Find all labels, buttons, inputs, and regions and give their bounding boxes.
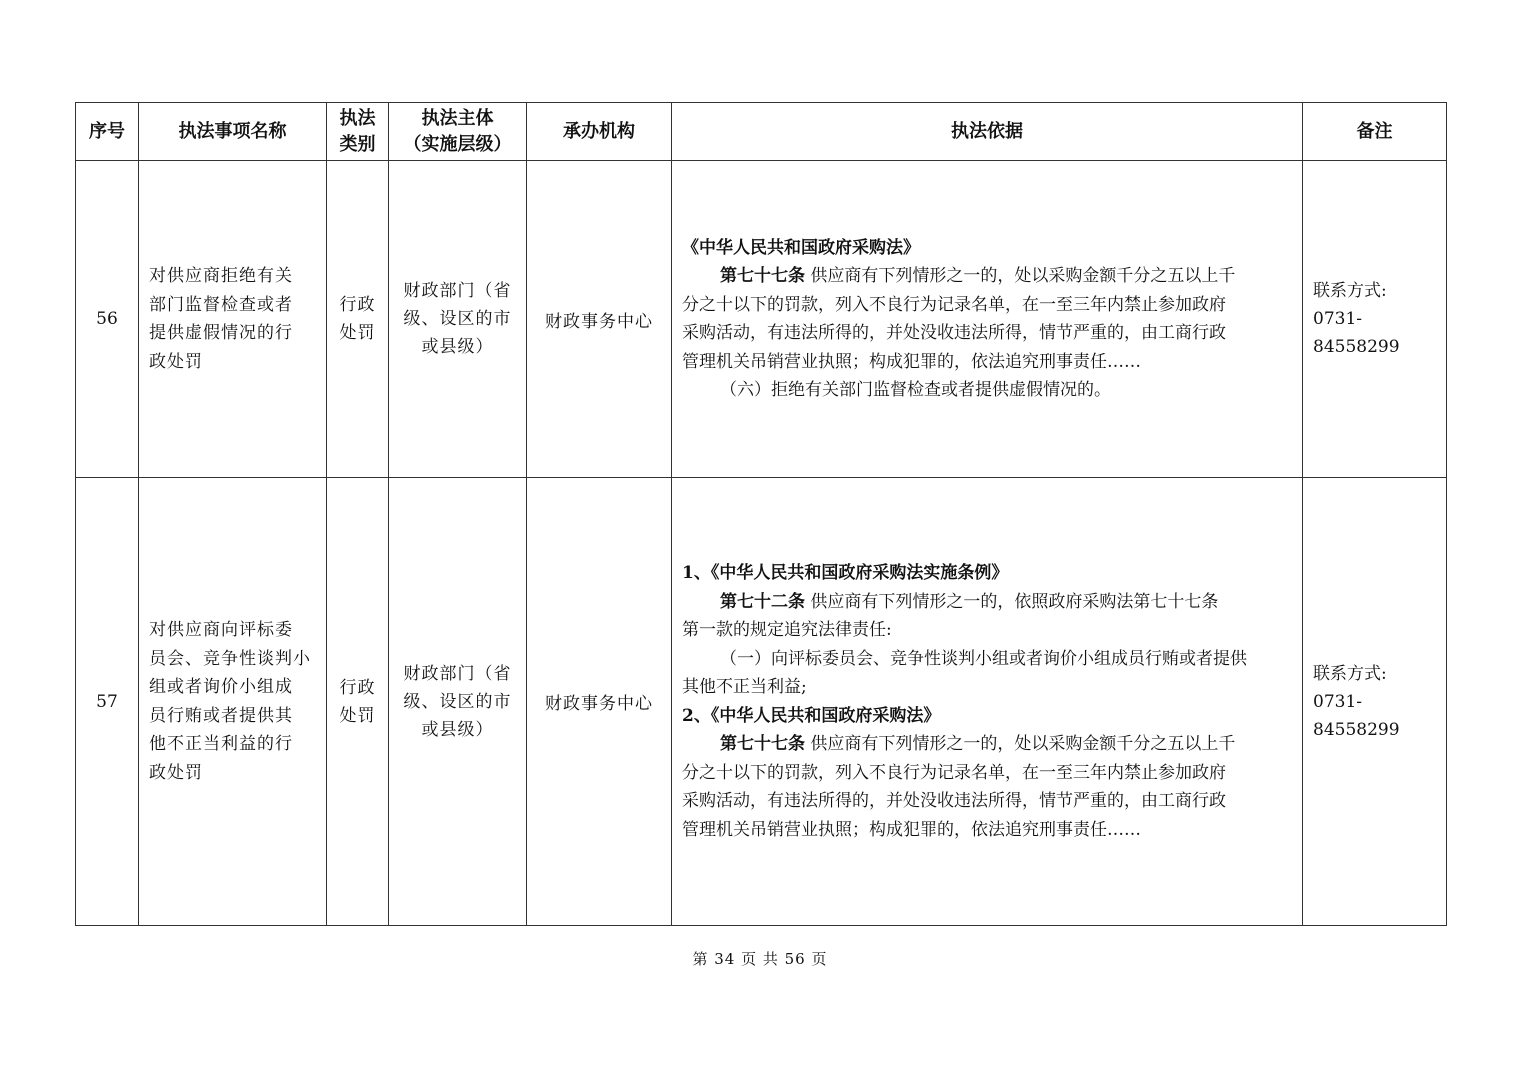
legal-basis: 1、《中华人民共和国政府采购法实施条例》 第七十二条 供应商有下列情形之一的，依照政府采购法第七十七条 第一款的规定追究法律责任: （一）向评标委员会、竞争性谈判小组或者询价小组成员行贿或者提供 其他不正当利益; 2、《中华人民共和国政府采购法》 第七十七条 供应商有下列情形之一的，处以采购金额千分之五以上千 分之十以下的罚款，列入不良行为记录名单，在一至三年内禁止参加政府 采购活动，有违法所得的，并处没收违法所得，情节严重的，由工商行政 管理机关吊销营业执照；构成犯罪的，依法追究刑事责任…… [672,478,1303,926]
note: 联系方式: 0731-84558299 [1303,161,1447,478]
header-subject: 执法主体 （实施层级） [389,103,527,161]
header-org: 承办机构 [527,103,672,161]
header-basis: 执法依据 [672,103,1303,161]
header-category: 执法 类别 [327,103,389,161]
header-note: 备注 [1303,103,1447,161]
note: 联系方式: 0731-84558299 [1303,478,1447,926]
enforcement-subject: 财政部门（省 级、设区的市 或县级） [389,478,527,926]
item-name: 对供应商拒绝有关 部门监督检查或者 提供虚假情况的行 政处罚 [139,161,327,478]
enforcement-subject: 财政部门（省 级、设区的市 或县级） [389,161,527,478]
table-row [76,161,1447,478]
handling-org: 财政事务中心 [527,161,672,478]
row-number: 57 [76,478,139,926]
handling-org: 财政事务中心 [527,478,672,926]
item-name: 对供应商向评标委 员会、竞争性谈判小 组或者询价小组成 员行贿或者提供其 他不正当利益的行 政处罚 [139,478,327,926]
header-num: 序号 [76,103,139,161]
legal-basis: 《中华人民共和国政府采购法》 第七十七条 供应商有下列情形之一的，处以采购金额千分之五以上千 分之十以下的罚款，列入不良行为记录名单，在一至三年内禁止参加政府 采购活动，有违法所得的，并处没收违法所得，情节严重的，由工商行政 管理机关吊销营业执照；构成犯罪的，依法追究刑事责任…… （六）拒绝有关部门监督检查或者提供虚假情况的。 [672,161,1303,478]
header-name: 执法事项名称 [139,103,327,161]
enforcement-category: 行政 处罚 [327,161,389,478]
enforcement-table [75,102,1447,926]
enforcement-category: 行政 处罚 [327,478,389,926]
page-footer: 第 34 页 共 56 页 [692,950,828,968]
table-row [76,478,1447,926]
header-row [76,103,1447,161]
row-number: 56 [76,161,139,478]
